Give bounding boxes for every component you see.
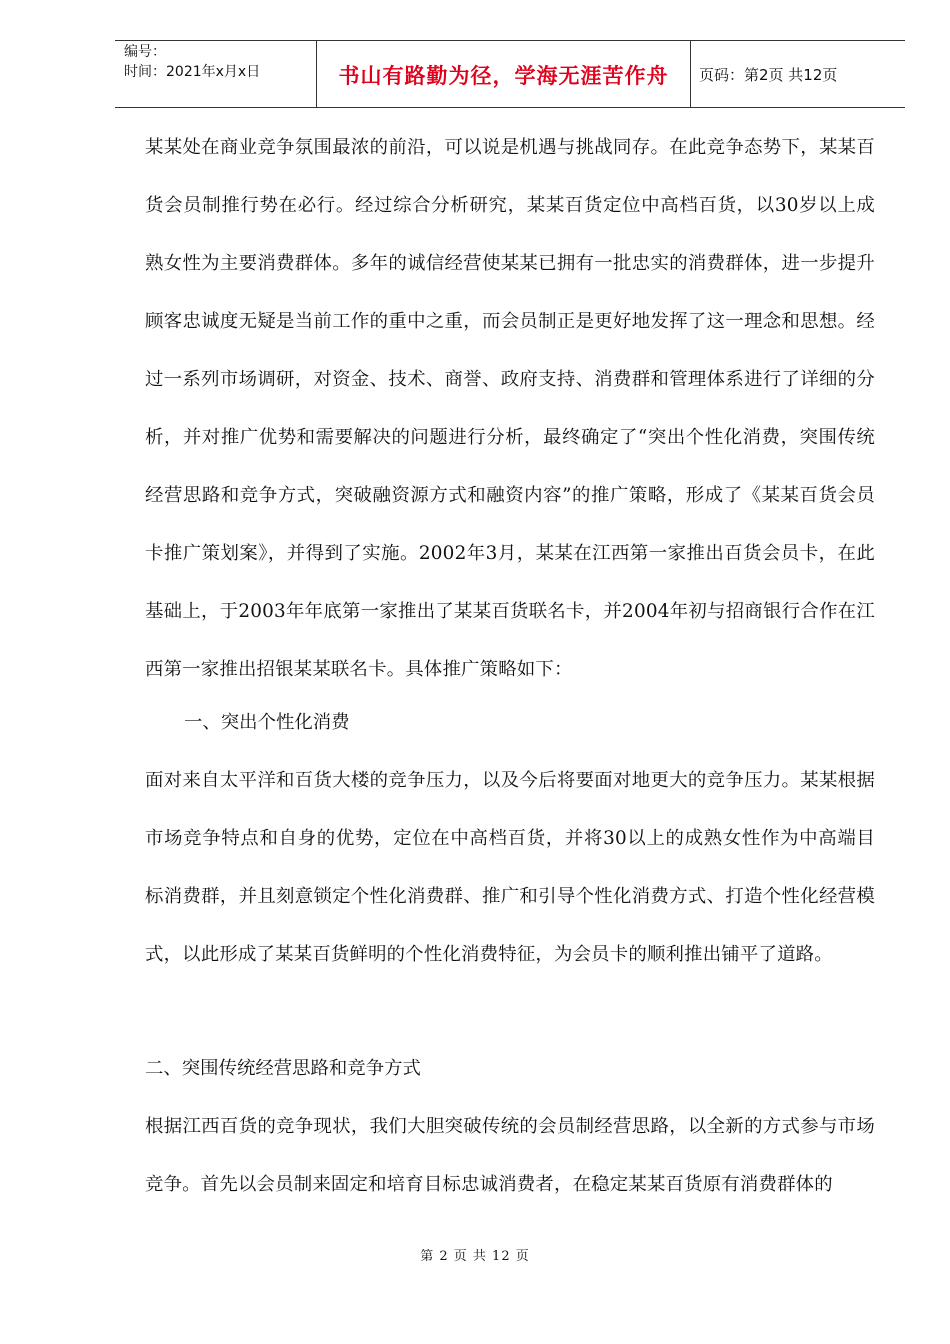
header-motto: 书山有路勤为径，学海无涯苦作舟: [338, 64, 669, 88]
section-heading-1: 一、突出个性化消费: [184, 712, 350, 733]
header-page-cell: [691, 41, 905, 107]
header-date: 时间：2021年x月x日: [124, 64, 261, 80]
paragraph-section-1: 面对来自太平洋和百货大楼的竞争压力，以及今后将要面对地更大的竞争压力。某某根据市场竞争特点和自身的优势，定位在中高档百货，并将30以上的成熟女性作为中高端目标消费群，并且刻意锁定个性化消费群、推广和引导个性化消费方式、打造个性化经营模式，以此形成了某某百货鲜明的个性化消费特征，为会员卡的顺利推出铺平了道路。: [145, 770, 875, 965]
header-motto-cell: [317, 41, 691, 107]
section-heading-2: 二、突围传统经营思路和竞争方式: [145, 1058, 421, 1079]
header-page-info: 页码：第2页 共12页: [699, 66, 838, 84]
page-footer: 第 2 页 共 12 页: [420, 1249, 530, 1264]
serial-number-label: 编号：: [124, 44, 166, 60]
header-meta-cell: [115, 41, 317, 107]
paragraph-intro: 某某处在商业竞争氛围最浓的前沿，可以说是机遇与挑战同存。在此竞争态势下，某某百货会员制推行势在必行。经过综合分析研究，某某百货定位中高档百货，以30岁以上成熟女性为主要消费群体。多年的诚信经营使某某已拥有一批忠实的消费群体，进一步提升顾客忠诚度无疑是当前工作的重中之重，而会员制正是更好地发挥了这一理念和思想。经过一系列市场调研，对资金、技术、商誉、政府支持、消费群和管理体系进行了详细的分析，并对推广优势和需要解决的问题进行分析，最终确定了“突出个性化消费，突围传统经营思路和竞争方式，突破融资源方式和融资内容”的推广策略，形成了《某某百货会员卡推广策划案》，并得到了实施。2002年3月，某某在江西第一家推出百货会员卡，在此基础上，于2003年年底第一家推出了某某百货联名卡，并2004年初与招商银行合作在江西第一家推出招银某某联名卡。具体推广策略如下：: [145, 137, 875, 680]
paragraph-section-2: 根据江西百货的竞争现状，我们大胆突破传统的会员制经营思路，以全新的方式参与市场竞争。首先以会员制来固定和培育目标忠诚消费者，在稳定某某百货原有消费群体的: [145, 1116, 875, 1195]
document-header: [115, 40, 905, 108]
